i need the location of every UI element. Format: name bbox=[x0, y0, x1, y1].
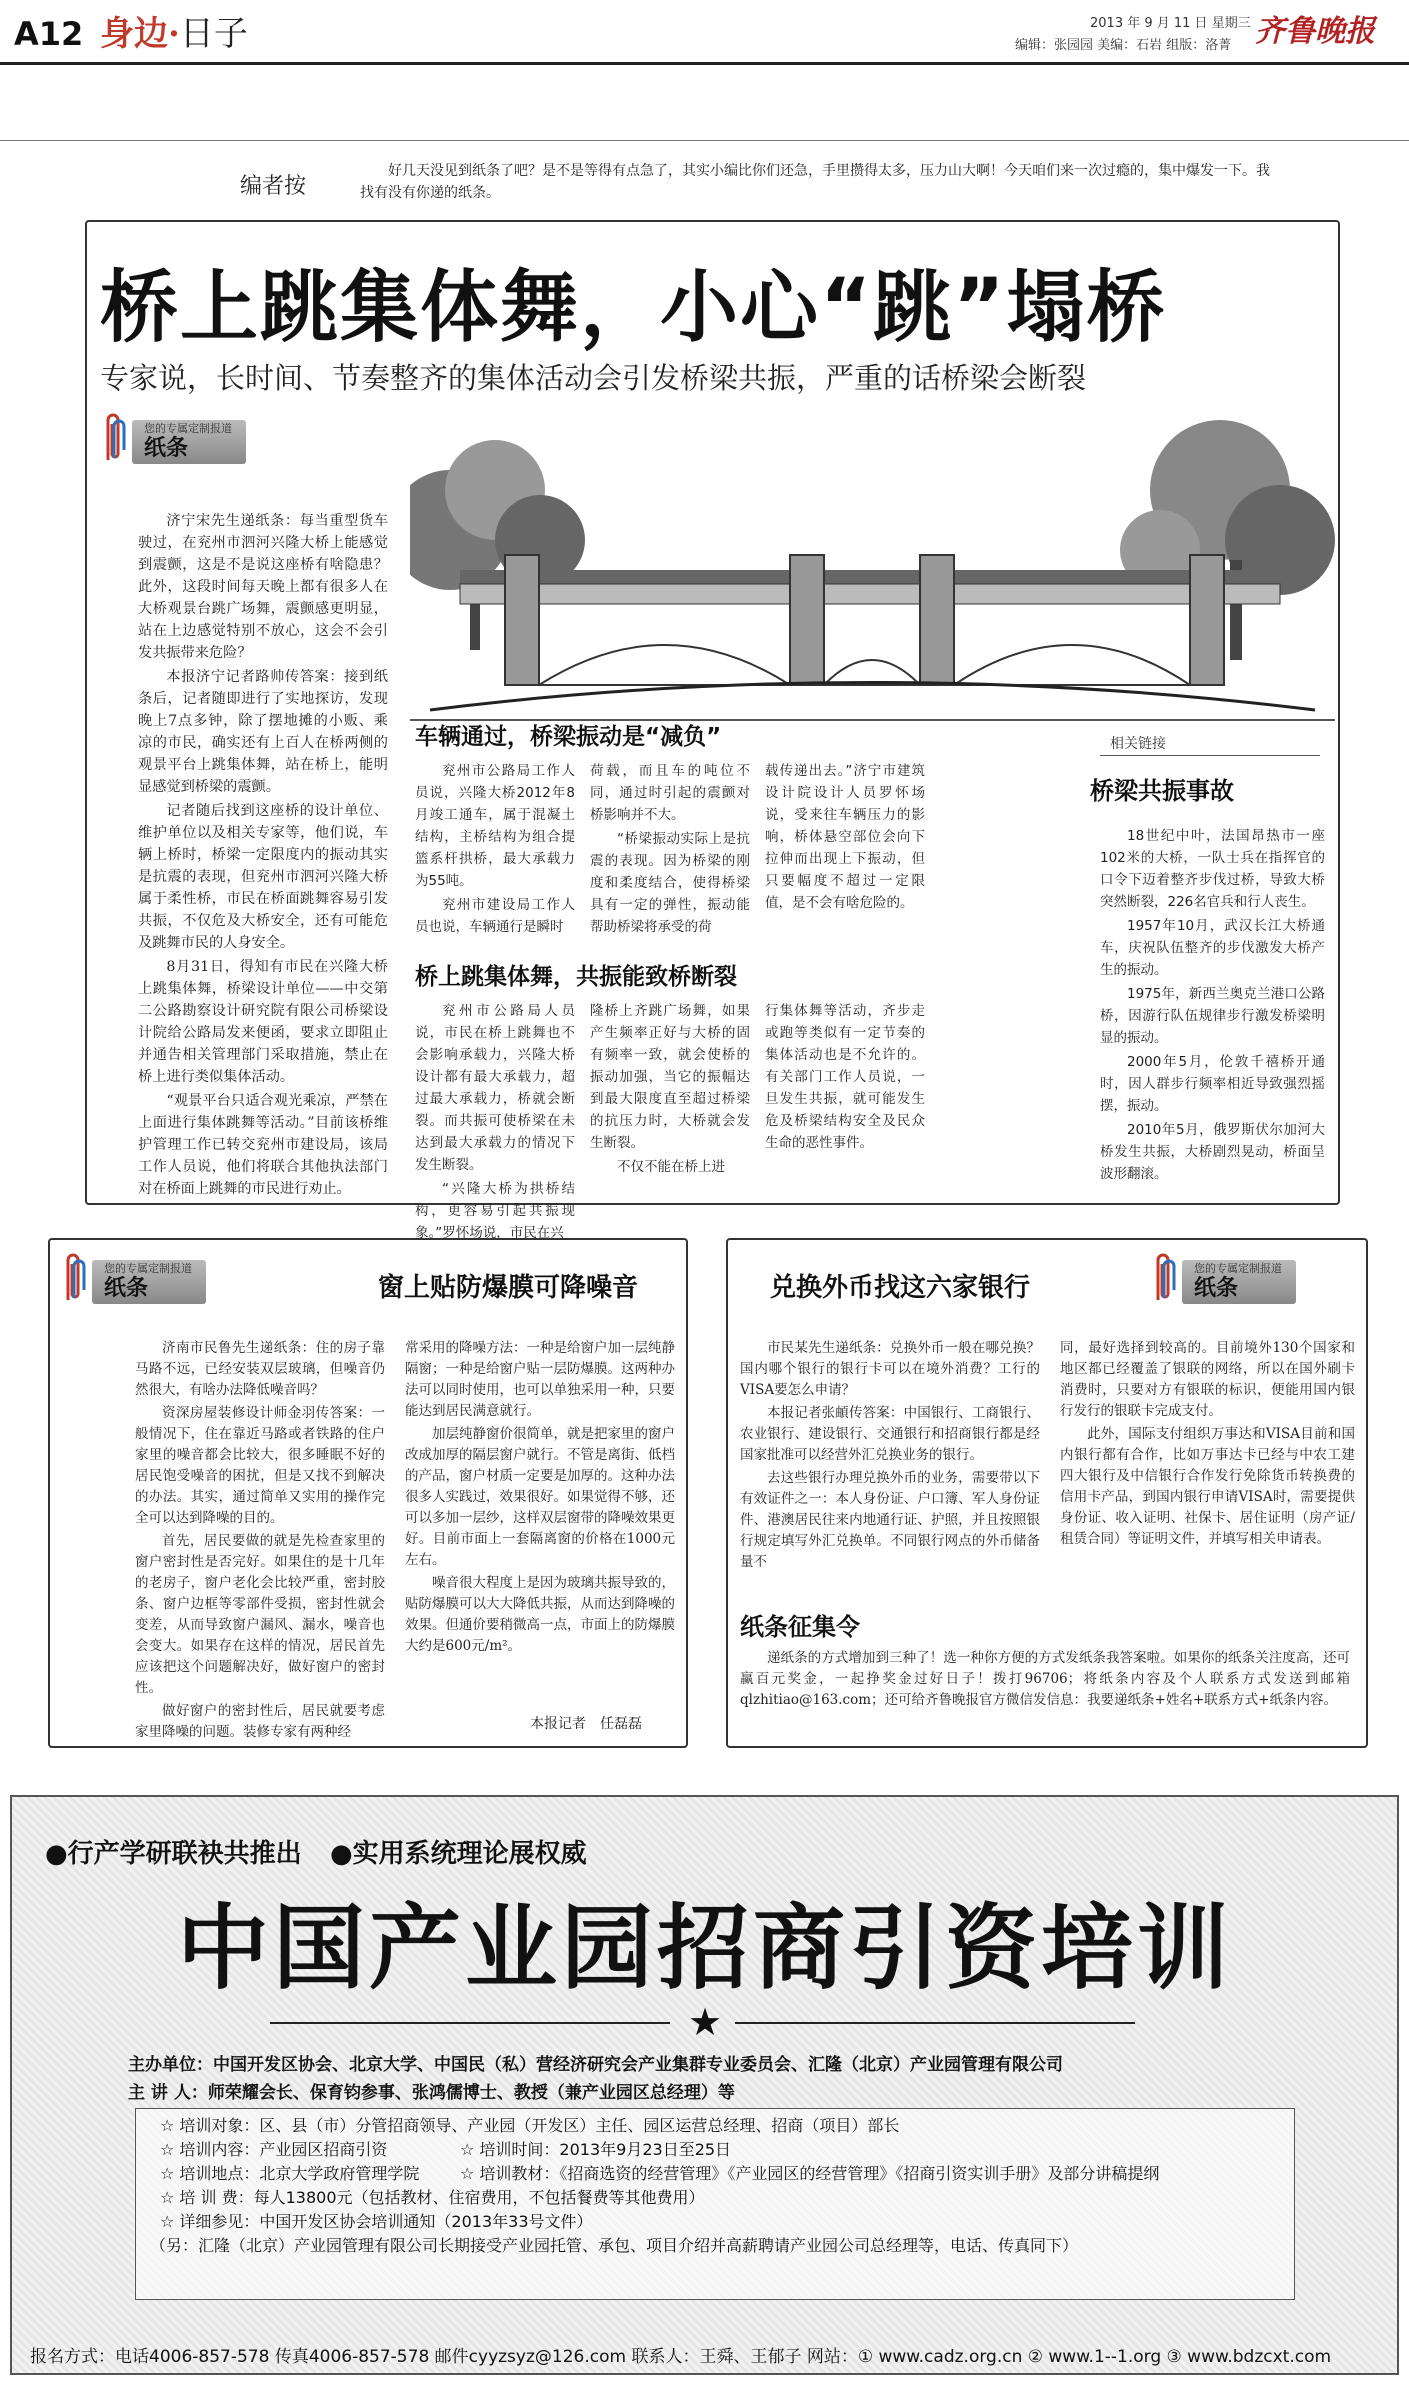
tag-name: 纸条 bbox=[144, 436, 189, 461]
paragraph: 本报济宁记者路帅传答案：接到纸条后，记者随即进行了实地探访，发现晚上7点多钟，除了摆地摊的小贩、乘凉的市民，确实还有上百人在桥两侧的观景平台上跳集体舞，站在桥上，能明显感觉到桥梁的震颤。 bbox=[138, 669, 388, 795]
ad-row-content: ☆ 培训内容：产业园区招商引资 bbox=[160, 2140, 388, 2159]
article-title: 窗上贴防爆膜可降噪音 bbox=[378, 1273, 639, 1303]
paragraph: 1975年，新西兰奥克兰港口公路桥，因游行队伍规律步行激发桥梁明显的振动。 bbox=[1100, 986, 1325, 1046]
note-tag-box bbox=[92, 1260, 206, 1304]
article-column-1 bbox=[135, 1338, 385, 1745]
note-tag bbox=[100, 410, 246, 464]
ad-row-location: ☆ 培训地点：北京大学政府管理学院 bbox=[160, 2164, 420, 2183]
paragraph: 济南市民鲁先生递纸条：住的房子靠马路不远，已经安装双层玻璃，但噪音仍然很大，有啥办法降低噪音吗？ bbox=[135, 1340, 385, 1398]
paragraph: “兴隆大桥为拱桥结构，更容易引起共振现象。”罗怀场说，市民在兴 bbox=[415, 1181, 575, 1241]
ad-row-time: ☆ 培训时间：2013年9月23日至25日 bbox=[460, 2140, 732, 2159]
newspaper-logo: 齐鲁晚报 bbox=[1255, 14, 1375, 49]
masthead-rule bbox=[0, 62, 1409, 65]
section-dot: · bbox=[168, 14, 180, 54]
ad-row-details: ☆ 详细参见：中国开发区协会培训通知（2013年33号文件） bbox=[160, 2212, 593, 2231]
issue-date: 2013 年 9 月 11 日 星期三 bbox=[1090, 16, 1251, 31]
paragraph: 同，最好选择到较高的。目前境外130个国家和地区都已经覆盖了银联的网络，所以在国外刷卡消费时，只要对方有银联的标识，便能用国内银行发行的银联卡完成支付。 bbox=[1060, 1340, 1355, 1419]
note-tag bbox=[60, 1250, 206, 1304]
section-sub: 日子 bbox=[179, 14, 248, 54]
story-column-6 bbox=[590, 1000, 750, 1180]
masthead bbox=[0, 0, 1409, 62]
paragraph: 不仅不能在桥上进 bbox=[617, 1159, 725, 1175]
ad-row-note: （另：汇隆（北京）产业园管理有限公司长期接受产业园托管、承包、项目介绍并高薪聘请产业园公司总经理等，电话、传真同下） bbox=[150, 2236, 1079, 2255]
section-name: 身边 bbox=[100, 14, 168, 54]
paragraph: 荷载，而且车的吨位不同，通过时引起的震颤对桥影响并不大。 bbox=[590, 763, 750, 823]
tag-kicker: 您的专属定制报道 bbox=[144, 422, 232, 435]
paragraph: 首先，居民要做的就是先检查家里的窗户密封性是否完好。如果住的是十几年的老房子，窗户老化会比较严重，密封胶条、窗户边框等零部件受损，密封性就会变差，从而导致窗户漏风、漏水，噪音也会变大。如果存在这样的情况，居民首先应该把这个问题解决好，做好窗户的密封性。 bbox=[135, 1533, 385, 1696]
solicit-heading: 纸条征集令 bbox=[740, 1613, 860, 1641]
paragraph: 去这些银行办理兑换外币的业务，需要带以下有效证件之一：本人身份证、户口簿、军人身份证件、港澳居民往来内地通行证、护照，并且按照银行规定填写外汇兑换单。不同银行网点的外币储备量不 bbox=[740, 1470, 1040, 1570]
paragraph: “观景平台只适合观光乘凉，严禁在上面进行集体跳舞等活动。”目前该桥维护管理工作已转交兖州市建设局，该局工作人员说，他们将联合其他执法部门对在桥面上跳舞的市民进行劝止。 bbox=[138, 1093, 388, 1197]
article-column-2 bbox=[405, 1338, 675, 1659]
solicit-text bbox=[740, 1648, 1350, 1713]
paragraph: 递纸条的方式增加到三种了！选一种你方便的方式发纸条我答案啦。如果你的纸条关注度高，还可赢百元奖金，一起挣奖金过好日子！拨打96706；将纸条内容及个人联系方式发送到邮箱qlzhitiao@163.com；还可给齐鲁晚报官方微信发信息：我要递纸条+姓名+联系方式+纸条内容。 bbox=[740, 1650, 1350, 1708]
story-column-5 bbox=[415, 1000, 575, 1246]
paragraph: “桥梁振动实际上是抗震的表现。因为桥梁的刚度和柔度结合，使得桥梁具有一定的弹性，振动能帮助桥梁将承受的荷 bbox=[590, 831, 750, 935]
paragraph: 8月31日，得知有市民在兴隆大桥上跳集体舞，桥梁设计单位——中交第二公路勘察设计研究院有限公司桥梁设计院给公路局发来便函，要求立即阻止并通告相关管理部门采取措施，禁止在桥上进行类似集体活动。 bbox=[138, 959, 388, 1085]
main-headline: 桥上跳集体舞，小心“跳”塌桥 bbox=[100, 263, 1167, 353]
ad-row-audience: ☆ 培训对象：区、县（市）分管招商领导、产业园（开发区）主任、园区运营总经理、招商（项目）部长 bbox=[160, 2116, 900, 2135]
ad-rule-right bbox=[735, 2022, 1135, 2024]
section-title bbox=[100, 14, 248, 54]
ad-tagline-2: ●实用系统理论展权威 bbox=[330, 1839, 587, 1869]
paragraph: 常采用的降噪方法：一种是给窗户加一层纯静隔窗；一种是给窗户贴一层防爆膜。这两种办法可以同时使用，也可以单独采用一种，只要能达到居民满意就行。 bbox=[405, 1340, 675, 1419]
paperclip-icon bbox=[1150, 1250, 1176, 1304]
paragraph: 兖州市建设局工作人员也说，车辆通行是瞬时 bbox=[415, 897, 575, 935]
paragraph: 资深房屋装修设计师金羽传答案：一般情况下，住在靠近马路或者铁路的住户家里的噪音都会比较大，很多睡眠不好的居民饱受噪音的困扰，但是又找不到解决的办法。其实，通过简单又实用的操作完全可以达到降噪的目的。 bbox=[135, 1405, 385, 1526]
paragraph: 此外，国际支付组织万事达和VISA目前和国内银行都有合作，比如万事达卡已经与中农工建四大银行及中信银行合作发行免除货币转换费的信用卡产品，到国内银行申请VISA时，需要提供身份证、收入证明、社保卡、居住证明（房产证/租赁合同）等证明文件，并填写相关申请表。 bbox=[1060, 1426, 1355, 1547]
ad-tagline-1: ●行产学研联袂共推出 bbox=[45, 1839, 302, 1869]
related-column bbox=[1100, 825, 1325, 1187]
story-column-3 bbox=[590, 760, 750, 940]
paragraph: 本报记者张頔传答案：中国银行、工商银行、农业银行、建设银行、交通银行和招商银行都是经国家批准可以经营外汇兑换业务的银行。 bbox=[740, 1405, 1040, 1463]
paragraph: 兖州市公路局人员说，市民在桥上跳舞也不会影响承载力，兴隆大桥设计都有最大承载力，超过最大承载力，桥就会断裂。而共振可使桥梁在未达到最大承载力的情况下发生断裂。 bbox=[415, 1003, 575, 1173]
story-column-7 bbox=[765, 1000, 925, 1156]
paragraph: 加层纯静窗价很简单，就是把家里的窗户改成加厚的隔层窗户就行。不管是离街、低档的产品，窗户材质一定要是加厚的。这种办法很多人实践过，效果很好。如果觉得不够，还可以多加一层纱，这样双层窗带的降噪效果更好。目前市面上一套隔离窗的价格在1000元左右。 bbox=[405, 1426, 675, 1568]
page-number: A12 bbox=[14, 15, 84, 53]
ad-title: 中国产业园招商引资培训 bbox=[176, 1895, 1233, 2002]
tag-name: 纸条 bbox=[1194, 1276, 1239, 1301]
paperclip-icon bbox=[100, 410, 126, 464]
ad-row-materials: ☆ 培训教材：《招商选资的经营管理》《产业园区的经营管理》《招商引资实训手册》及部分讲稿提纲 bbox=[460, 2164, 1160, 2183]
byline: 本报记者 任磊磊 bbox=[530, 1716, 642, 1732]
ad-host: 主办单位：中国开发区协会、北京大学、中国民（私）营经济研究会产业集群专业委员会、汇隆（北京）产业园管理有限公司 bbox=[128, 2055, 1063, 2075]
editor-note-text: 好几天没见到纸条了吧？是不是等得有点急了，其实小编比你们还急，手里攒得太多，压力山大啊！今天咱们来一次过瘾的，集中爆发一下。我找有没有你递的纸条。 bbox=[360, 163, 1270, 201]
article-column-2 bbox=[1060, 1338, 1355, 1552]
story-column-4 bbox=[765, 760, 925, 916]
paragraph: 2010年5月，俄罗斯伏尔加河大桥发生共振，大桥剧烈晃动，桥面呈波形翻滚。 bbox=[1100, 1122, 1325, 1182]
related-heading: 桥梁共振事故 bbox=[1090, 777, 1234, 805]
story-column-2 bbox=[415, 760, 575, 940]
article-title: 兑换外币找这六家银行 bbox=[770, 1273, 1031, 1303]
bridge-illustration bbox=[410, 420, 1335, 725]
ad-lecturers: 主 讲 人：师荣耀会长、保育钧参事、张鸿儒博士、教授（兼产业园区总经理）等 bbox=[128, 2083, 735, 2103]
note-tag bbox=[1150, 1250, 1296, 1304]
paragraph: 行集体舞等活动，齐步走或跑等类似有一定节奏的集体活动也是不允许的。有关部门工作人员说，一旦发生共振，就可能发生危及桥梁结构安全及民众生命的恶性事件。 bbox=[765, 1003, 925, 1151]
main-subhead: 专家说，长时间、节奏整齐的集体活动会引发桥梁共振，严重的话桥梁会断裂 bbox=[100, 361, 1087, 395]
paragraph: 市民某先生递纸条：兑换外币一般在哪兑换？国内哪个银行的银行卡可以在境外消费？工行的VISA要怎么申请？ bbox=[740, 1340, 1040, 1398]
paragraph: 济宁宋先生递纸条：每当重型货车驶过，在兖州市泗河兴隆大桥上能感觉到震颤，这是不是说这座桥有啥隐患？此外，这段时间每天晚上都有很多人在大桥观景台跳广场舞，震颤感更明显，站在上边感觉特别不放心，这会不会引发共振带来危险？ bbox=[138, 513, 388, 661]
paragraph: 记者随后找到这座桥的设计单位、维护单位以及相关专家等，他们说，车辆上桥时，桥梁一定限度内的振动其实是抗震的表现，但兖州市泗河兴隆大桥属于柔性桥，市民在桥面跳舞容易引发共振，不仅危及大桥安全，还有可能危及跳舞市民的人身安全。 bbox=[138, 803, 388, 951]
paperclip-icon bbox=[60, 1250, 86, 1304]
subheading-dance: 桥上跳集体舞，共振能致桥断裂 bbox=[415, 964, 737, 990]
note-tag-box bbox=[1182, 1260, 1296, 1304]
editor-note-label: 编者按 bbox=[240, 174, 307, 199]
paragraph: 做好窗户的密封性后，居民就要考虑家里降噪的问题。装修专家有两种经 bbox=[135, 1703, 385, 1740]
paragraph: 1957年10月，武汉长江大桥通车，庆祝队伍整齐的步伐激发大桥产生的振动。 bbox=[1100, 918, 1325, 978]
ednote-top-rule bbox=[0, 140, 1409, 141]
paragraph: 兖州市公路局工作人员说，兴隆大桥2012年8月竣工通车，属于混凝土结构，主桥结构为组合提篮系杆拱桥，最大承载力为55吨。 bbox=[415, 763, 575, 889]
paragraph: 18世纪中叶，法国昂热市一座102米的大桥，一队士兵在指挥官的口令下迈着整齐步伐过桥，导致大桥突然断裂，226名官兵和行人丧生。 bbox=[1100, 828, 1325, 910]
story-column-1 bbox=[138, 510, 388, 1202]
article-column-1 bbox=[740, 1338, 1040, 1575]
ad-row-fee: ☆ 培 训 费：每人13800元（包括教材、住宿费用，不包括餐费等其他费用） bbox=[160, 2188, 705, 2207]
tag-name: 纸条 bbox=[104, 1276, 149, 1301]
ad-rule-left bbox=[270, 2022, 670, 2024]
editors-credit: 编辑：张园园 美编：石岩 组版：洛菁 bbox=[1015, 38, 1232, 53]
subheading-vehicles: 车辆通过，桥梁振动是“减负” bbox=[415, 724, 722, 750]
ad-contact-footer: 报名方式：电话4006-857-578 传真4006-857-578 邮件cyyzsyz@126.com 联系人：王舜、王郁子 网站：① www.cadz.org.cn ② www.1--1.org ③ www.bdzcxt.com bbox=[30, 2347, 1332, 2367]
paragraph: 隆桥上齐跳广场舞，如果产生频率正好与大桥的固有频率一致，就会使桥的振动加强，当它的振幅达到最大限度直至超过桥梁的抗压力时，大桥就会发生断裂。 bbox=[590, 1003, 750, 1151]
paragraph: 噪音很大程度上是因为玻璃共振导致的，贴防爆膜可以大大降低共振，从而达到降噪的效果。但通价要稍微高一点，市面上的防爆膜大约是600元/m²。 bbox=[405, 1575, 675, 1654]
paragraph: 载传递出去。”济宁市建筑设计院设计人员罗怀场说，受来往车辆压力的影响，桥体悬空部位会向下拉伸而出现上下振动，但只要幅度不超过一定限值，是不会有啥危险的。 bbox=[765, 763, 925, 911]
note-tag-box bbox=[132, 420, 246, 464]
paragraph: 2000年5月，伦敦千禧桥开通时，因人群步行频率相近导致强烈摇摆，振动。 bbox=[1100, 1054, 1325, 1114]
related-link-tag: 相关链接 bbox=[1100, 733, 1320, 756]
tag-kicker: 您的专属定制报道 bbox=[1194, 1262, 1282, 1275]
star-icon: ★ bbox=[688, 2000, 723, 2044]
tag-kicker: 您的专属定制报道 bbox=[104, 1262, 192, 1275]
